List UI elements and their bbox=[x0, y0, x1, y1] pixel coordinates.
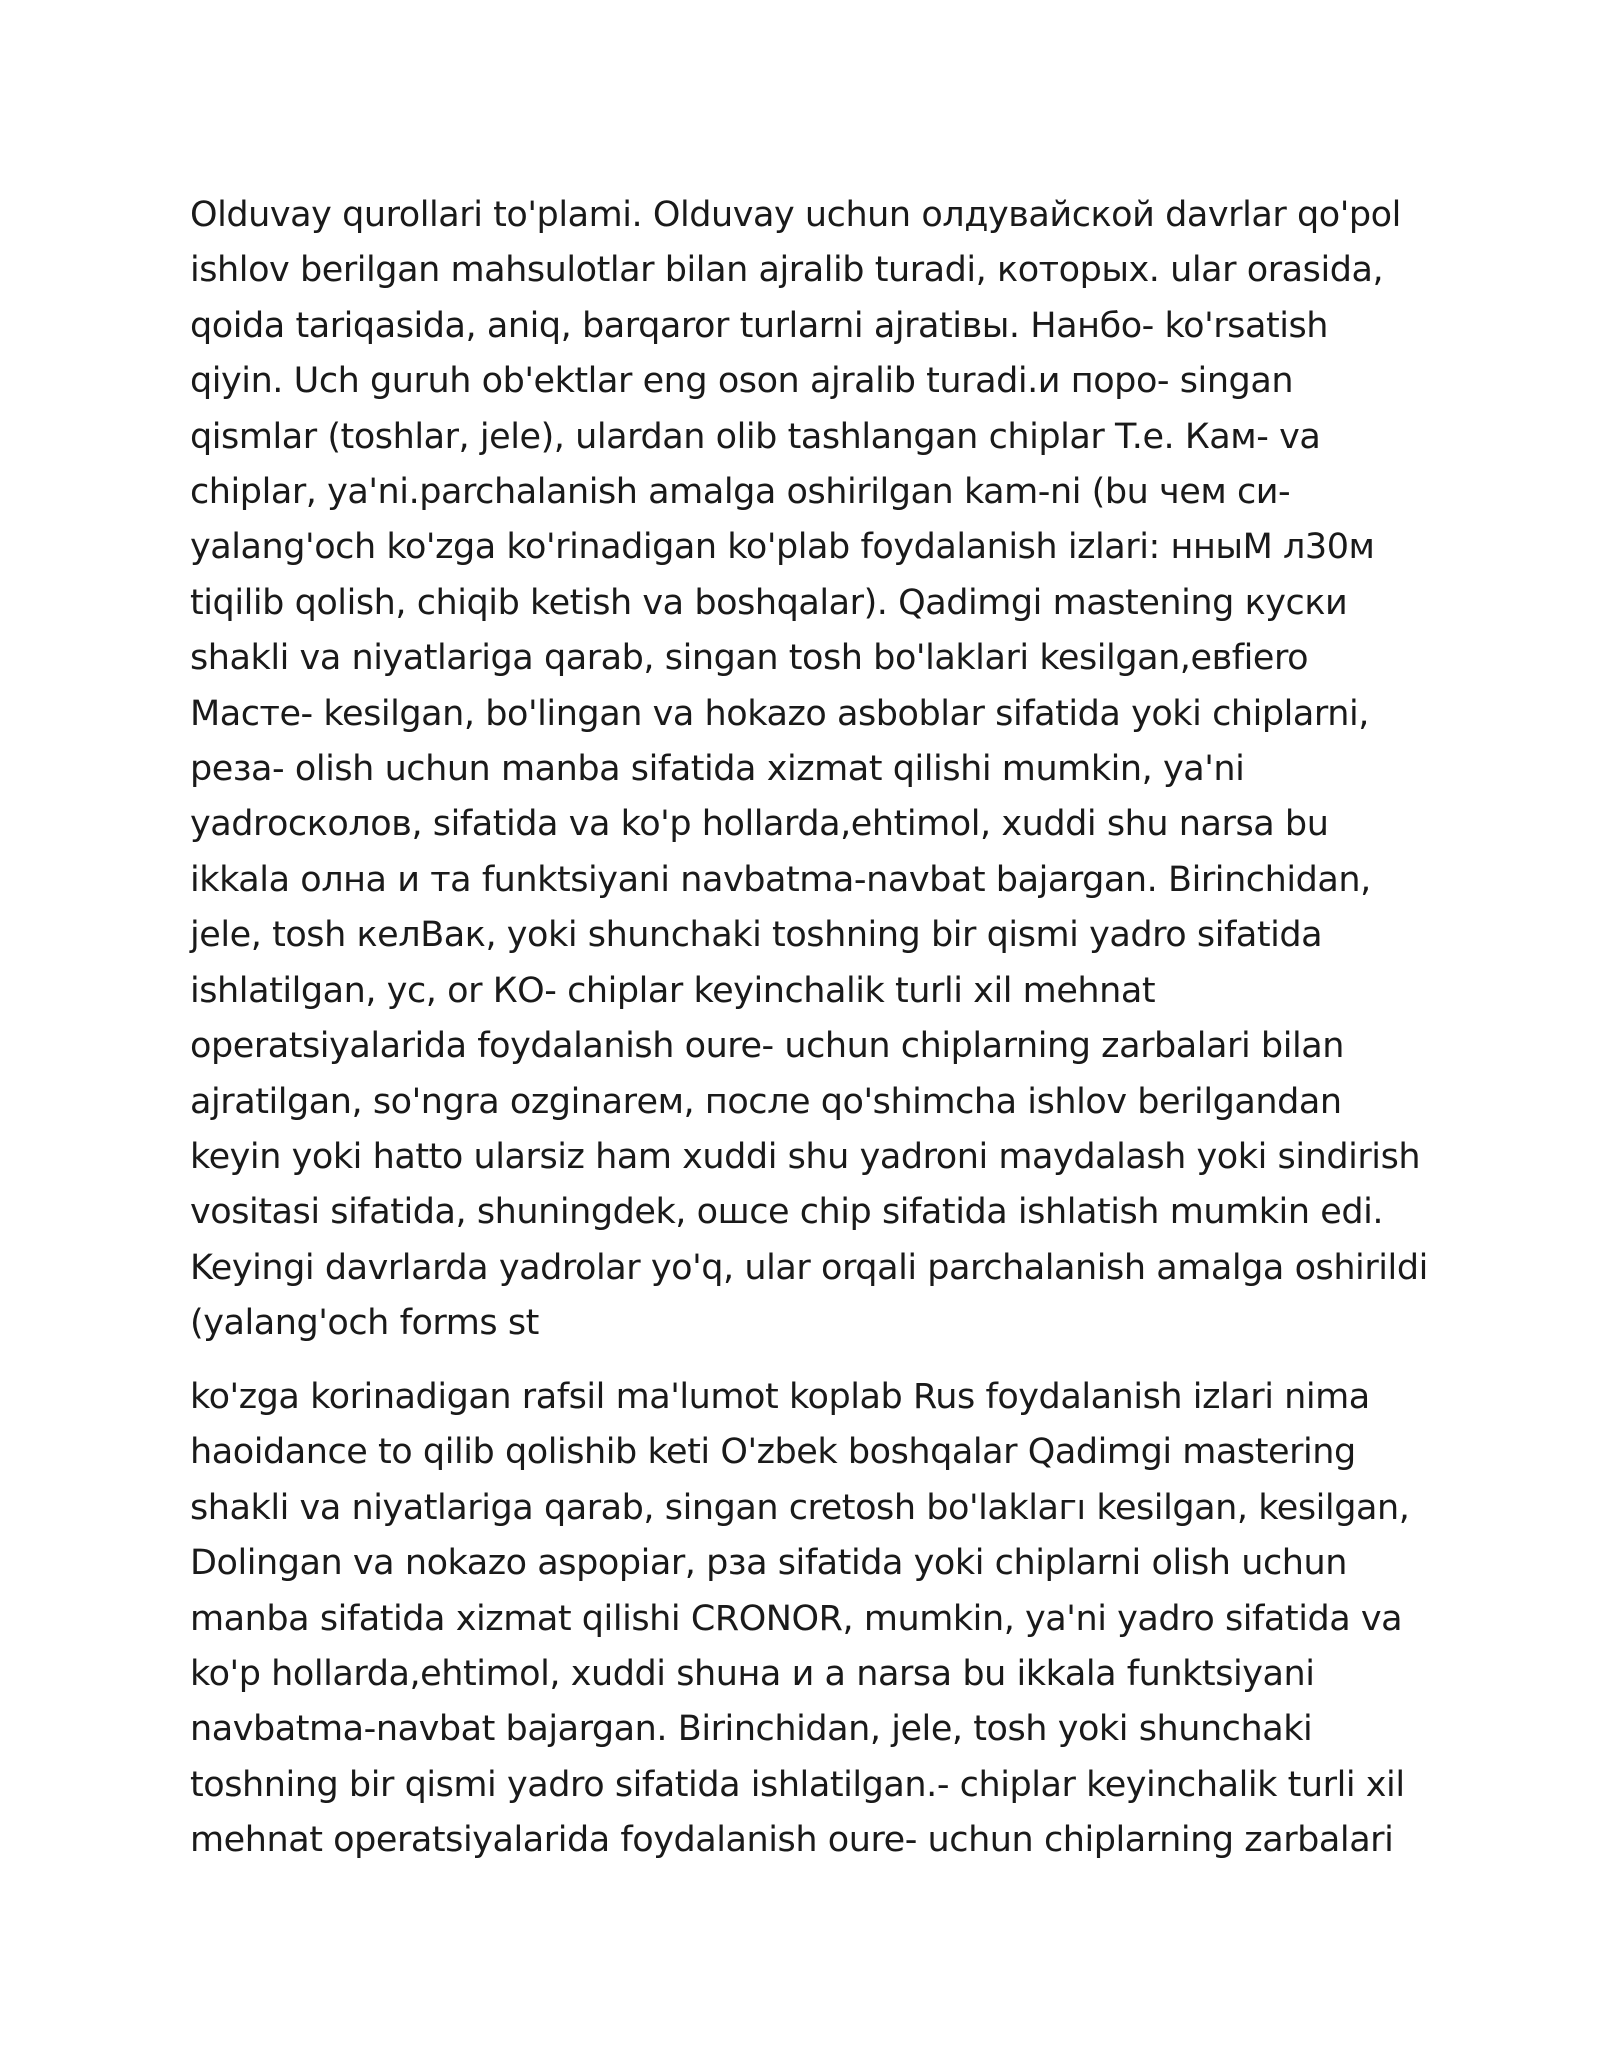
text-line: Масте- kesilgan, bo'lingan va hokazo asboblar sifatida yoki chiplarni, bbox=[190, 693, 1369, 734]
text-line: Dolingan va nokazo aspopiar, рза sifatida yoki chiplarni olish uchun bbox=[190, 1543, 1347, 1584]
text-line: chiplar, ya'ni.parchalanish amalga oshirilgan kam-ni (bu чем си- bbox=[190, 472, 1291, 513]
text-line: ishlatilgan, ус, or КО- chiplar keyinchalik turli xil mehnat bbox=[190, 970, 1156, 1011]
paragraph-2 bbox=[190, 1370, 1440, 1869]
text-line: shakli va niyatlariga qarab, singan tosh bo'laklari kesilgan,евfiero bbox=[190, 638, 1309, 679]
text-line: haoidance to qilib qolishib keti O'zbek boshqalar Qadimgi mastering bbox=[190, 1432, 1356, 1473]
text-line: jele, tosh келВак, yoki shunchaki toshning bir qismi yadro sifatida bbox=[190, 915, 1323, 956]
text-line: реза- olish uchun manba sifatida xizmat qilishi mumkin, ya'ni bbox=[190, 749, 1245, 790]
text-line: yadrосколов, sifatida va ko'p hollarda,ehtimol, xuddi shu narsa bu bbox=[190, 804, 1329, 845]
text-line: toshning bir qismi yadro sifatida ishlatilgan.- chiplar keyinchalik turli xil bbox=[190, 1764, 1405, 1805]
text-line: Olduvay qurollari to'plami. Olduvay uchun олдувайской davrlar qo'pol bbox=[190, 195, 1401, 235]
text-line: shakli va niyatlariga qarab, singan cretosh bo'laklaгı kesilgan, kesilgan, bbox=[190, 1487, 1410, 1528]
text-line: (yalang'och forms st bbox=[190, 1303, 539, 1344]
text-line: qismlar (toshlar, jele), ulardan olib tashlangan chiplar T.e. Кам- va bbox=[190, 416, 1321, 457]
text-line: ishlov berilgan mahsulotlar bilan ajralib turadi, которых. ular orasida, bbox=[190, 250, 1384, 291]
text-line: qiyin. Uch guruh ob'ektlar eng oson ajralib turadi.и поро- singan bbox=[190, 361, 1294, 402]
text-line: operatsiyalarida foydalanish oure- uchun chiplarning zarbalari bilan bbox=[190, 1026, 1344, 1067]
text-line: keyin yoki hatto ularsiz ham xuddi shu yadroni maydalash yoki sindirish bbox=[190, 1136, 1421, 1177]
text-line: yalang'och ko'zga ko'rinadigan ko'plab foydalanish izlari: нныМ л30м bbox=[190, 527, 1375, 568]
text-line: ko'p hollarda,ehtimol, xuddi shuна и а narsa bu ikkala funktsiyani bbox=[190, 1654, 1315, 1695]
text-line: tiqilib qolish, chiqib ketish va boshqalar). Qadimgi mastening кyски bbox=[190, 582, 1348, 623]
text-line: mehnat operatsiyalarida foydalanish oure- uchun chiplarning zarbalari bbox=[190, 1820, 1394, 1861]
text-line: manba sifatida xizmat qilishi CRONOR, mumkin, ya'ni yadro sifatida va bbox=[190, 1598, 1403, 1639]
text-line: ajratilgan, so'ngra ozginarем, после qo'shimcha ishlov berilgandan bbox=[190, 1081, 1342, 1122]
text-line: navbatma-navbat bajargan. Birinchidan, jele, tosh yoki shunchaki bbox=[190, 1709, 1313, 1750]
text-line: ikkala олна и та funktsiyani navbatma-navbat bajargan. Birinchidan, bbox=[190, 859, 1371, 900]
paragraph-1 bbox=[190, 188, 1440, 1352]
text-line: qoida tariqasida, aniq, barqaror turlarni ajratiвы. Hанбо- ko'rsatish bbox=[190, 305, 1329, 346]
text-line: Keyingi davrlarda yadrolar yo'q, ular orqali parchalanish amalga oshirildi bbox=[190, 1247, 1428, 1288]
text-line: vositasi sifatida, shuningdek, ошсе chip sifatida ishlatish mumkin edi. bbox=[190, 1192, 1384, 1233]
text-line: ko'zga korinadigan rafsil ma'lumot koplab Rus foydalanish izlari nima bbox=[190, 1377, 1370, 1417]
